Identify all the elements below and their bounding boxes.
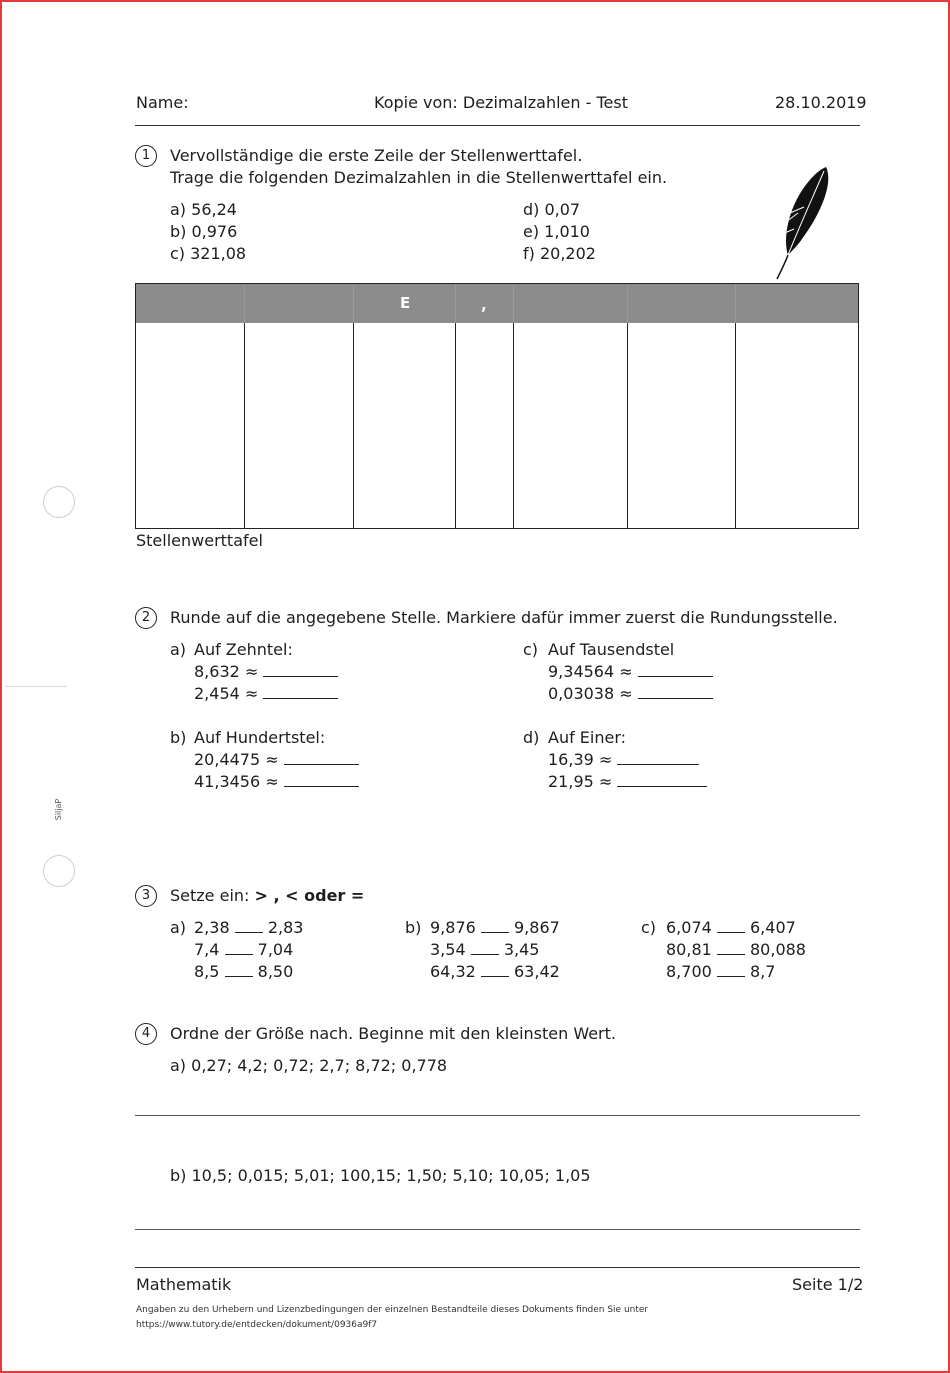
punch-hole-bottom [43, 855, 75, 887]
task4-a: a) 0,27; 4,2; 0,72; 2,7; 8,72; 0,778 [170, 1056, 448, 1075]
task-number-3: 3 [135, 885, 157, 907]
header-rule [135, 125, 860, 126]
task1-item-b: b) 0,976 [170, 222, 238, 241]
task2-a-line2: 2,454 ≈ [194, 683, 338, 705]
fold-mark [5, 686, 67, 687]
task3-c-row3: 8,700 8,7 [666, 962, 776, 981]
task3-a-row1: 2,38 2,83 [194, 918, 304, 937]
table-caption: Stellenwerttafel [136, 531, 263, 550]
task-number-4: 4 [135, 1023, 157, 1045]
comparison-blank[interactable] [225, 940, 253, 955]
answer-blank[interactable] [617, 772, 707, 787]
task2-d-line2: 21,95 ≈ [548, 771, 707, 793]
task3-c-label: c) [641, 918, 657, 937]
task-number-2: 2 [135, 607, 157, 629]
place-value-table-header [136, 284, 858, 323]
answer-blank[interactable] [284, 772, 359, 787]
task3-b-row1: 9,876 9,867 [430, 918, 560, 937]
task2-d-heading: Auf Einer: [548, 728, 627, 747]
answer-line-a[interactable] [135, 1115, 860, 1116]
quill-icon [768, 163, 834, 281]
table-column-divider [627, 323, 628, 528]
author-mark: SiljaP [54, 798, 64, 821]
document-title: Kopie von: Dezimalzahlen - Test [374, 93, 628, 112]
task2-instruction: Runde auf die angegebene Stelle. Markiere dafür immer zuerst die Rundungsstelle. [170, 608, 838, 627]
task3-instruction: Setze ein: > , < oder = [170, 886, 365, 905]
task3-a-row3: 8,5 8,50 [194, 962, 294, 981]
footer-rule [135, 1267, 860, 1268]
task3-b-row2: 3,54 3,45 [430, 940, 540, 959]
comparison-blank[interactable] [717, 940, 745, 955]
task1-line1: Vervollständige die erste Zeile der Stellenwerttafel. [170, 146, 583, 165]
answer-blank[interactable] [617, 750, 699, 765]
task3-a-label: a) [170, 918, 187, 937]
task1-item-c: c) 321,08 [170, 244, 247, 263]
answer-blank[interactable] [263, 684, 338, 699]
footer-credit-text: Angaben zu den Urhebern und Lizenzbedingungen der einzelnen Bestandteile dieses Dokuments finden Sie unter [136, 1305, 649, 1315]
task2-a-label: a) [170, 640, 187, 659]
footer-subject: Mathematik [136, 1275, 232, 1294]
comparison-blank[interactable] [225, 962, 253, 977]
footer-page-number: Seite 1/2 [792, 1275, 864, 1294]
task2-d-line1: 16,39 ≈ [548, 749, 699, 771]
table-column-divider [244, 323, 245, 528]
task2-a-heading: Auf Zehntel: [194, 640, 293, 659]
table-header-einer: E [400, 294, 411, 312]
task2-b-line2: 41,3456 ≈ [194, 771, 359, 793]
task4-instruction: Ordne der Größe nach. Beginne mit den kleinsten Wert. [170, 1024, 616, 1043]
task3-a-row2: 7,4 7,04 [194, 940, 294, 959]
comparison-blank[interactable] [471, 940, 499, 955]
task1-line2: Trage die folgenden Dezimalzahlen in die Stellenwerttafel ein. [170, 168, 668, 187]
table-column-divider [735, 323, 736, 528]
comparison-blank[interactable] [481, 918, 509, 933]
document-date: 28.10.2019 [775, 93, 867, 112]
task1-item-d: d) 0,07 [523, 200, 581, 219]
comparison-blank[interactable] [717, 918, 745, 933]
answer-blank[interactable] [638, 662, 713, 677]
task3-c-row2: 80,81 80,088 [666, 940, 806, 959]
task2-c-line1: 9,34564 ≈ [548, 661, 713, 683]
answer-blank[interactable] [284, 750, 359, 765]
task2-c-line2: 0,03038 ≈ [548, 683, 713, 705]
footer-credit-link[interactable]: https://www.tutory.de/entdecken/dokument/0936a9f7 [136, 1320, 378, 1330]
task2-b-label: b) [170, 728, 187, 747]
task2-b-line1: 20,4475 ≈ [194, 749, 359, 771]
comparison-blank[interactable] [481, 962, 509, 977]
comparison-blank[interactable] [235, 918, 263, 933]
task3-c-row1: 6,074 6,407 [666, 918, 796, 937]
task1-item-f: f) 20,202 [523, 244, 596, 263]
table-column-divider [353, 323, 354, 528]
task1-item-a: a) 56,24 [170, 200, 237, 219]
task4-b: b) 10,5; 0,015; 5,01; 100,15; 1,50; 5,10; 10,05; 1,05 [170, 1166, 591, 1185]
place-value-table [135, 283, 859, 529]
task2-d-label: d) [523, 728, 540, 747]
task1-item-e: e) 1,010 [523, 222, 590, 241]
task2-c-heading: Auf Tausendstel [548, 640, 675, 659]
answer-blank[interactable] [263, 662, 338, 677]
comparison-blank[interactable] [717, 962, 745, 977]
table-column-divider [513, 323, 514, 528]
name-label: Name: [136, 93, 189, 112]
punch-hole-top [43, 486, 75, 518]
table-column-divider [455, 323, 456, 528]
task2-a-line1: 8,632 ≈ [194, 661, 338, 683]
answer-blank[interactable] [638, 684, 713, 699]
task2-b-heading: Auf Hundertstel: [194, 728, 326, 747]
task2-c-label: c) [523, 640, 539, 659]
task3-b-row3: 64,32 63,42 [430, 962, 560, 981]
task-number-1: 1 [135, 145, 157, 167]
answer-line-b[interactable] [135, 1229, 860, 1230]
task3-b-label: b) [405, 918, 422, 937]
table-header-comma: , [481, 296, 487, 314]
